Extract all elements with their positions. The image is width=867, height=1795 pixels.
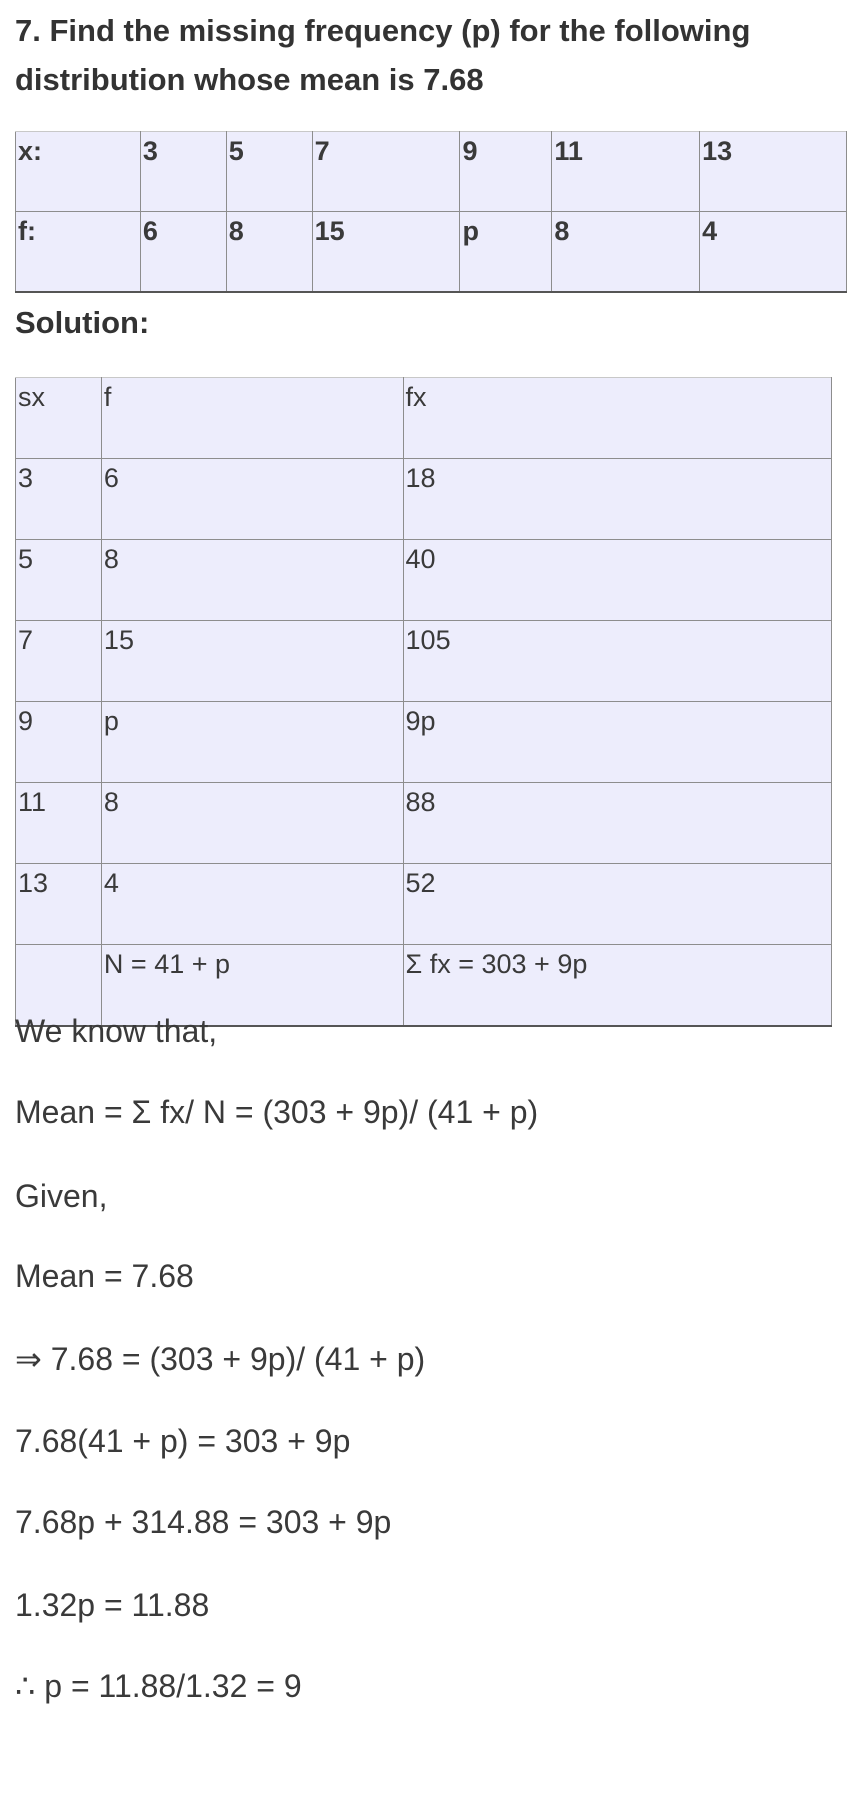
question-table — [15, 131, 847, 293]
table-header-row — [16, 378, 832, 459]
table-row — [16, 783, 832, 864]
table-row — [16, 540, 832, 621]
solution-line-answer: ∴ p = 11.88/1.32 = 9 — [15, 1668, 302, 1704]
table-cell: 11 — [16, 783, 102, 864]
table-header-cell: fx — [403, 378, 831, 459]
table-cell: 15 — [101, 621, 403, 702]
question-text: 7. Find the missing frequency (p) for the following distribution whose mean is 7.68 — [15, 13, 751, 97]
solution-heading: Solution: — [15, 305, 150, 340]
table-cell: 6 — [101, 459, 403, 540]
solution-line-step4: 1.32p = 11.88 — [15, 1587, 210, 1623]
table-cell: 8 — [552, 212, 700, 292]
table-cell: 105 — [403, 621, 831, 702]
table-cell: 40 — [403, 540, 831, 621]
solution-line-step1: ⇒ 7.68 = (303 + 9p)/ (41 + p) — [15, 1341, 426, 1377]
table-row-f — [16, 212, 847, 292]
table-cell: 9p — [403, 702, 831, 783]
table-cell: p — [101, 702, 403, 783]
solution-line-step3: 7.68p + 314.88 = 303 + 9p — [15, 1504, 392, 1540]
table-row — [16, 702, 832, 783]
table-cell: 11 — [552, 132, 700, 212]
solution-line-formula: Mean = Σ fx/ N = (303 + 9p)/ (41 + p) — [15, 1094, 539, 1130]
table-cell: 8 — [101, 540, 403, 621]
solution-line-mean: Mean = 7.68 — [15, 1258, 194, 1294]
table-cell: 18 — [403, 459, 831, 540]
table-cell: 13 — [16, 864, 102, 945]
table-header-cell: f — [101, 378, 403, 459]
table-cell: 13 — [700, 132, 847, 212]
table-cell: 15 — [312, 212, 460, 292]
solution-line-intro: We know that, — [15, 1013, 218, 1049]
solution-line-given: Given, — [15, 1178, 108, 1214]
table-row-x — [16, 132, 847, 212]
table-cell: f: — [16, 212, 141, 292]
table-cell: 52 — [403, 864, 831, 945]
table-cell: 5 — [226, 132, 312, 212]
table-cell: 6 — [140, 212, 226, 292]
table-cell: N = 41 + p — [101, 945, 403, 1026]
table-cell: 3 — [140, 132, 226, 212]
table-cell: 5 — [16, 540, 102, 621]
table-cell: Σ fx = 303 + 9p — [403, 945, 831, 1026]
table-cell: 88 — [403, 783, 831, 864]
table-row — [16, 621, 832, 702]
table-header-cell: sx — [16, 378, 102, 459]
table-cell: 4 — [700, 212, 847, 292]
table-cell: p — [460, 212, 552, 292]
table-cell: 9 — [460, 132, 552, 212]
table-cell: 7 — [312, 132, 460, 212]
table-cell: 9 — [16, 702, 102, 783]
table-cell: 7 — [16, 621, 102, 702]
table-cell: 3 — [16, 459, 102, 540]
table-cell: x: — [16, 132, 141, 212]
table-cell: 8 — [101, 783, 403, 864]
table-cell: 8 — [226, 212, 312, 292]
solution-line-step2: 7.68(41 + p) = 303 + 9p — [15, 1423, 351, 1459]
table-row — [16, 459, 832, 540]
table-row — [16, 864, 832, 945]
table-cell: 4 — [101, 864, 403, 945]
solution-table — [15, 377, 832, 1027]
